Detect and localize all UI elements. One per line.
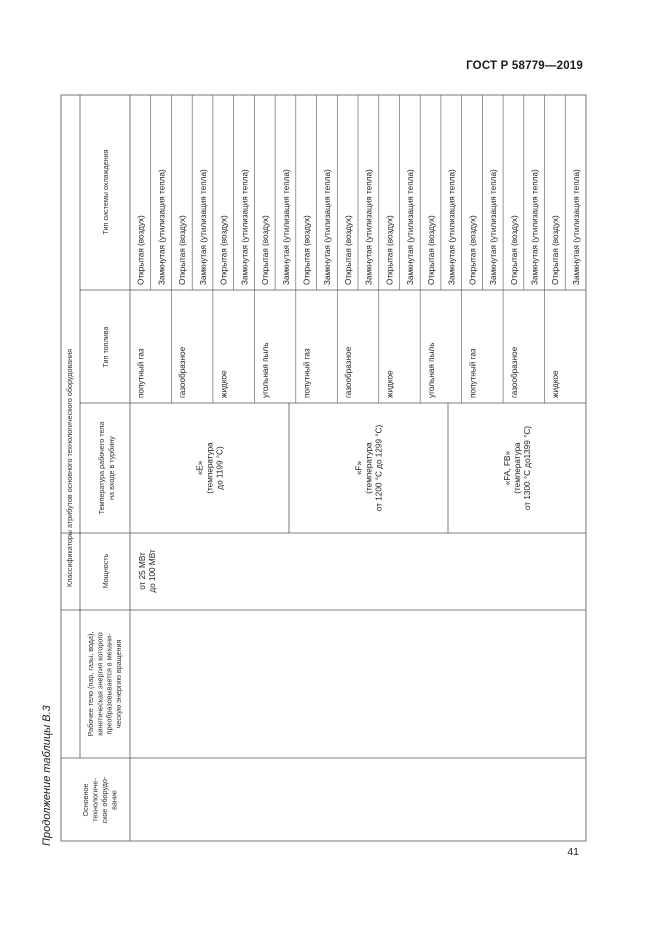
cooling-type-cell: Замкнутая (утилизация тепла) [447, 169, 457, 285]
header-equipment-line: технологиче- [90, 778, 100, 822]
header-temperature-line: Температура рабочего тела [97, 421, 106, 515]
fuel-type-cell: газообразное [343, 346, 353, 398]
fuel-type-cell: угольная пыль [426, 342, 436, 398]
header-equipment-line: Основное [81, 783, 90, 817]
fuel-type-cell: жидкое [385, 370, 395, 398]
cooling-type-cell: Замкнутая (утилизация тепла) [406, 169, 416, 285]
cooling-type-cell: Открытая (воздух) [509, 215, 519, 285]
cooling-type-cell: Замкнутая (утилизация тепла) [364, 169, 374, 285]
temperature-cell-line: (температура [364, 442, 374, 494]
power-cell-line: от 25 МВт [138, 552, 147, 590]
cooling-type-cell: Замкнутая (утилизация тепла) [240, 169, 250, 285]
fuel-type-cell: попутный газ [136, 348, 146, 398]
fuel-type-cell: газообразное [509, 346, 519, 398]
fuel-type-cell: попутный газ [302, 348, 312, 398]
temperature-cell-line: «Е» [195, 460, 205, 476]
header-working-fluid [86, 632, 123, 737]
header-fuel-type: Тип топлива [101, 326, 110, 368]
temperature-cell-line: (температура [513, 442, 522, 494]
temperature-cell-line: до 1199 °С) [215, 446, 225, 490]
temperature-cell-line: (температура [205, 442, 215, 494]
table-caption: Продолжение таблицы В.3 [41, 705, 53, 846]
temperature-cell-line: «F» [354, 460, 364, 476]
cooling-type-cell: Открытая (воздух) [551, 215, 561, 285]
page-number: 41 [567, 846, 579, 858]
header-equipment-line: вание [109, 790, 119, 810]
cooling-type-cell: Замкнутая (утилизация тепла) [198, 169, 208, 285]
header-equipment-line: ское оборудо- [100, 776, 109, 824]
cooling-type-cell: Замкнутая (утилизация тепла) [530, 169, 540, 285]
temperature-cell-line: «FA, FB» [503, 450, 512, 486]
fuel-type-cell: жидкое [219, 370, 229, 398]
fuel-type-cell: попутный газ [468, 348, 478, 398]
cooling-type-cell: Замкнутая (утилизация тепла) [281, 169, 291, 285]
cooling-type-cell: Открытая (воздух) [343, 215, 353, 285]
fuel-type-cell: жидкое [551, 370, 561, 398]
header-temperature [97, 422, 116, 515]
cooling-type-cell: Открытая (воздух) [136, 215, 146, 285]
header-fluid-line: кинетическая энергия которого [95, 632, 105, 736]
fuel-type-cell: угольная пыль [261, 342, 271, 398]
temperature-cell-line: от 1200 °С до 1299 °С) [374, 424, 384, 512]
cooling-type-cell: Открытая (воздух) [426, 215, 436, 285]
cooling-type-cell: Открытая (воздух) [385, 215, 395, 285]
temperature-cell-line: от 1300 °С до1399 °С) [523, 425, 532, 511]
cooling-type-cell: Замкнутая (утилизация тепла) [571, 169, 581, 285]
cooling-type-cell: Открытая (воздух) [261, 215, 271, 285]
cooling-type-cell: Замкнутая (утилизация тепла) [489, 169, 499, 285]
power-cell-line: до 100 МВт [148, 549, 157, 593]
header-fluid-line: преобразовывается в механи- [104, 633, 114, 735]
header-cooling-type: Тип системы охлаждения [101, 149, 110, 235]
cooling-type-cell: Замкнутая (утилизация тепла) [323, 169, 333, 285]
header-equipment [81, 776, 119, 823]
document-header: ГОСТ Р 58779—2019 [466, 60, 583, 72]
cooling-type-cell: Замкнутая (утилизация тепла) [157, 169, 167, 285]
fuel-type-cell: газообразное [178, 346, 188, 398]
header-fluid-line: ческую энергию вращения [113, 639, 123, 729]
cooling-type-cell: Открытая (воздух) [302, 215, 312, 285]
top-header: Классификаторы атрибутов основного технологического оборудования [65, 348, 74, 588]
table-rows [137, 95, 581, 593]
cooling-type-cell: Открытая (воздух) [219, 215, 229, 285]
cooling-type-cell: Открытая (воздух) [468, 215, 478, 285]
header-power: Мощность [101, 553, 110, 589]
header-fluid-line: Рабочее тело (пар, газы, вода), [86, 631, 95, 737]
header-temperature-line: на входе в турбину [107, 436, 116, 500]
cooling-type-cell: Открытая (воздух) [178, 215, 188, 285]
